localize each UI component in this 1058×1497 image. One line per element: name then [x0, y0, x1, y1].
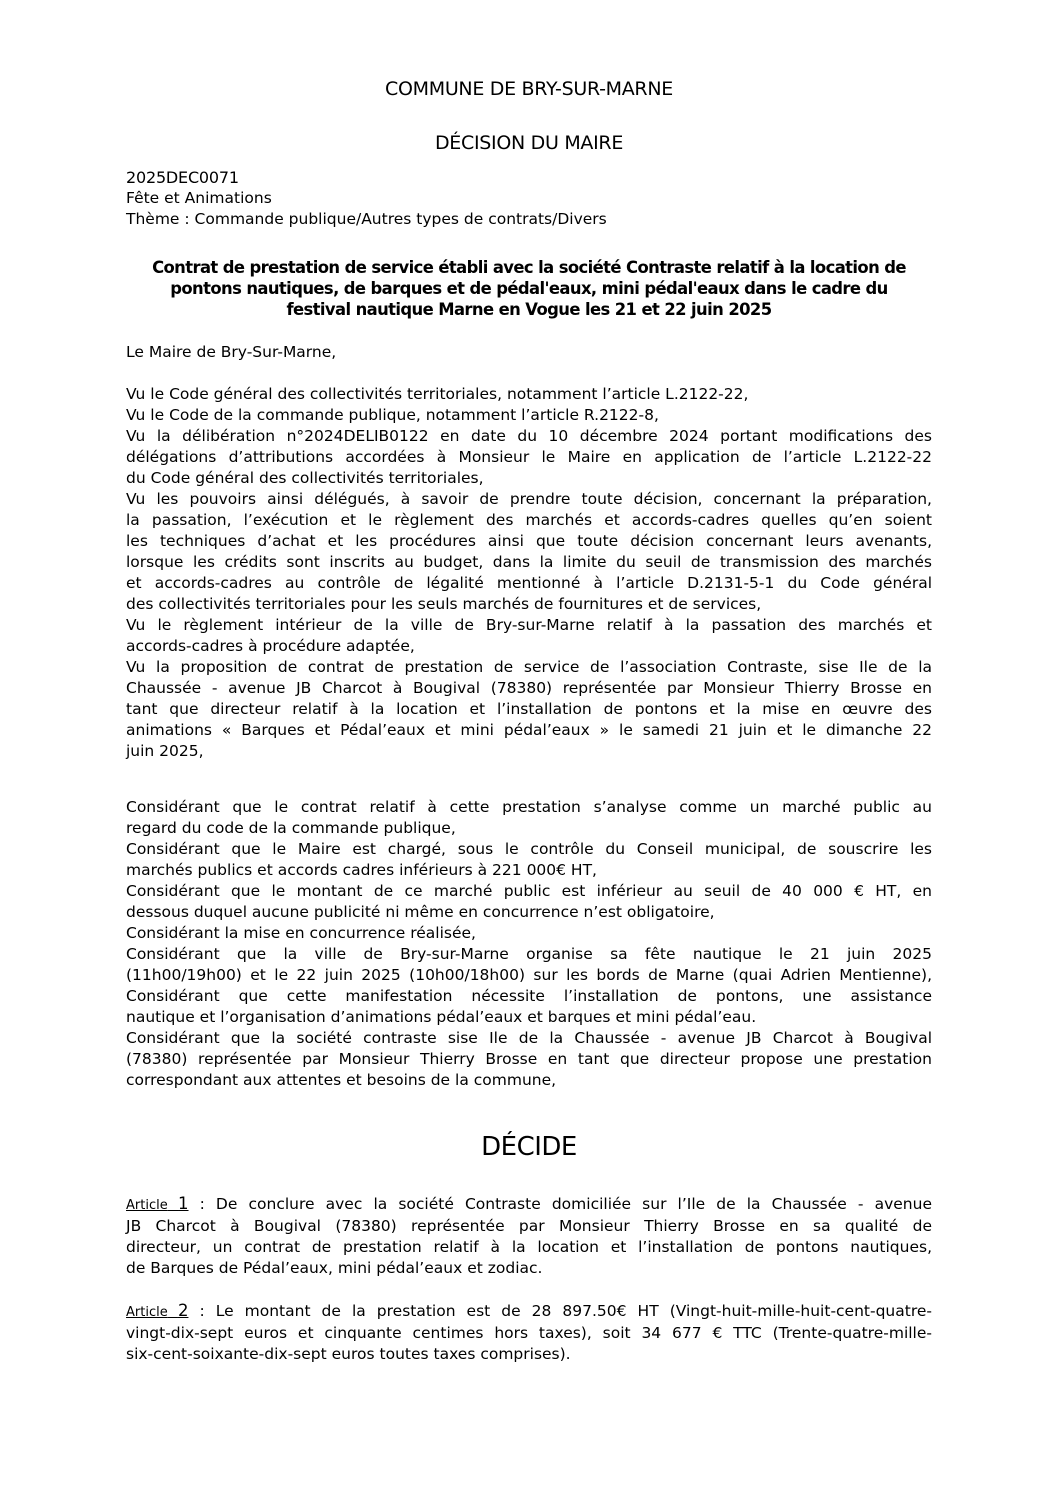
visa-line: Vu la délibération n°2024DELIB0122 en date du 10 décembre 2024 portant modifications des: [126, 427, 932, 445]
article-label: [126, 1301, 189, 1320]
visa-line: des collectivités territoriales pour les seuls marchés de fournitures et de services,: [126, 595, 762, 613]
visa-line: Vu les pouvoirs ainsi délégués, à savoir de prendre toute décision, concernant la préparation,: [126, 490, 932, 508]
visa-line: la passation, l’exécution et le règlement des marchés et accords-cadres quelles qu’en soient: [126, 511, 932, 529]
visa-line: accords-cadres à procédure adaptée,: [126, 637, 415, 655]
article-label-word: Article: [126, 1198, 168, 1213]
visa-line: Vu la proposition de contrat de prestation de service de l’association Contraste, sise Ile de la: [126, 658, 932, 676]
article-line: vingt-dix-sept euros et cinquante centimes hors taxes), soit 34 677 € TTC (Trente-quatre-mille-: [126, 1324, 932, 1342]
article-1: [126, 1193, 932, 1279]
article-line: [126, 1300, 932, 1323]
considerant-line: Considérant que le contrat relatif à cette prestation s’analyse comme un marché public au: [126, 798, 932, 816]
article-line: six-cent-soixante-dix-sept euros toutes taxes comprises).: [126, 1345, 571, 1363]
considerants-section: [126, 797, 932, 1091]
considerant-line: Considérant que la société contraste sise Ile de la Chaussée - avenue JB Charcot à Bougival: [126, 1029, 932, 1047]
considerant-line: correspondant aux attentes et besoins de la commune,: [126, 1071, 557, 1089]
visas-section: [126, 384, 932, 762]
visa-line: délégations d’attributions accordées à Monsieur le Maire en application de l’article L.2122-22: [126, 448, 932, 466]
article-separator: :: [188, 1195, 205, 1213]
article-line: directeur, un contrat de prestation relatif à la location et l’installation de pontons nautiques,: [126, 1238, 932, 1256]
decide-heading: DÉCIDE: [481, 1132, 577, 1162]
visa-line: lorsque les crédits sont inscrits au budget, dans la limite du seuil de transmission des marchés: [126, 553, 932, 571]
article-text: De conclure avec la société Contraste domiciliée sur l’Ile de la Chaussée - avenue: [204, 1195, 932, 1213]
considerant-line: nautique et l’organisation d’animations pédal’eaux et barques et mini pédal’eau.: [126, 1008, 757, 1026]
article-label: [126, 1194, 189, 1213]
decision-theme: Thème : Commande publique/Autres types de contrats/Divers: [126, 210, 607, 228]
visa-line: Vu le Code général des collectivités territoriales, notamment l’article L.2122-22,: [126, 385, 749, 403]
article-2: [126, 1300, 932, 1365]
considerant-line: regard du code de la commande publique,: [126, 819, 456, 837]
article-label-word: Article: [126, 1305, 168, 1320]
considerant-line: marchés publics et accords cadres inférieurs à 221 000€ HT,: [126, 861, 597, 879]
visa-line: du Code général des collectivités territoriales,: [126, 469, 484, 487]
article-line: [126, 1193, 932, 1216]
visa-line: juin 2025,: [126, 742, 204, 760]
subject-line: festival nautique Marne en Vogue les 21 et 22 juin 2025: [286, 300, 772, 319]
article-text: Le montant de la prestation est de 28 897.50€ HT (Vingt-huit-mille-huit-cent-quatre-: [204, 1302, 932, 1320]
decision-title: DÉCISION DU MAIRE: [434, 132, 624, 154]
subject-line: pontons nautiques, de barques et de pédal'eaux, mini pédal'eaux dans le cadre du: [170, 279, 888, 298]
subject-line: Contrat de prestation de service établi avec la société Contraste relatif à la location de: [152, 258, 906, 277]
considerant-line: dessous duquel aucune publicité ni même en concurrence n’est obligatoire,: [126, 903, 715, 921]
decision-subject: [126, 257, 932, 320]
visa-line: Vu le règlement intérieur de la ville de Bry-sur-Marne relatif à la passation des marchés et: [126, 616, 932, 634]
visa-line: Chaussée - avenue JB Charcot à Bougival (78380) représentée par Monsieur Thierry Brosse en: [126, 679, 932, 697]
commune-heading: COMMUNE DE BRY-SUR-MARNE: [385, 78, 673, 100]
visa-line: et accords-cadres au contrôle de légalité mentionné à l’article D.2131-5-1 du Code général: [126, 574, 932, 592]
considerant-line: (78380) représentée par Monsieur Thierry Brosse en tant que directeur propose une prestation: [126, 1050, 932, 1068]
article-line: de Barques de Pédal’eaux, mini pédal’eaux et zodiac.: [126, 1259, 543, 1277]
visa-line: tant que directeur relatif à la location et l’installation de pontons et la mise en œuvre des: [126, 700, 932, 718]
considerant-line: Considérant que cette manifestation nécessite l’installation de pontons, une assistance: [126, 987, 932, 1005]
visa-line: animations « Barques et Pédal’eaux et mini pédal’eaux » le samedi 21 juin et le dimanche 22: [126, 721, 932, 739]
article-number: 1: [178, 1194, 189, 1213]
article-separator: :: [188, 1302, 205, 1320]
visa-line: Vu le Code de la commande publique, notamment l’article R.2122-8,: [126, 406, 659, 424]
visa-line: les techniques d’achat et les procédures ainsi que toute décision concernant leurs avenants,: [126, 532, 932, 550]
article-number: 2: [177, 1301, 189, 1320]
decision-reference: 2025DEC0071: [126, 168, 239, 187]
decision-meta: [126, 167, 607, 230]
article-line: JB Charcot à Bougival (78380) représentée par Monsieur Thierry Brosse en sa qualité de: [126, 1217, 932, 1235]
considerant-line: Considérant que le montant de ce marché public est inférieur au seuil de 40 000 € HT, en: [126, 882, 932, 900]
decision-service: Fête et Animations: [126, 189, 272, 207]
considerant-line: Considérant que la ville de Bry-sur-Marne organise sa fête nautique le 21 juin 2025: [126, 945, 932, 963]
considerant-line: Considérant la mise en concurrence réalisée,: [126, 924, 476, 942]
considerant-line: Considérant que le Maire est chargé, sous le contrôle du Conseil municipal, de souscrire les: [126, 840, 932, 858]
considerant-line: (11h00/19h00) et le 22 juin 2025 (10h00/18h00) sur les bords de Marne (quai Adrien Mentienne),: [126, 966, 932, 984]
intro-text: Le Maire de Bry-Sur-Marne,: [126, 343, 337, 361]
